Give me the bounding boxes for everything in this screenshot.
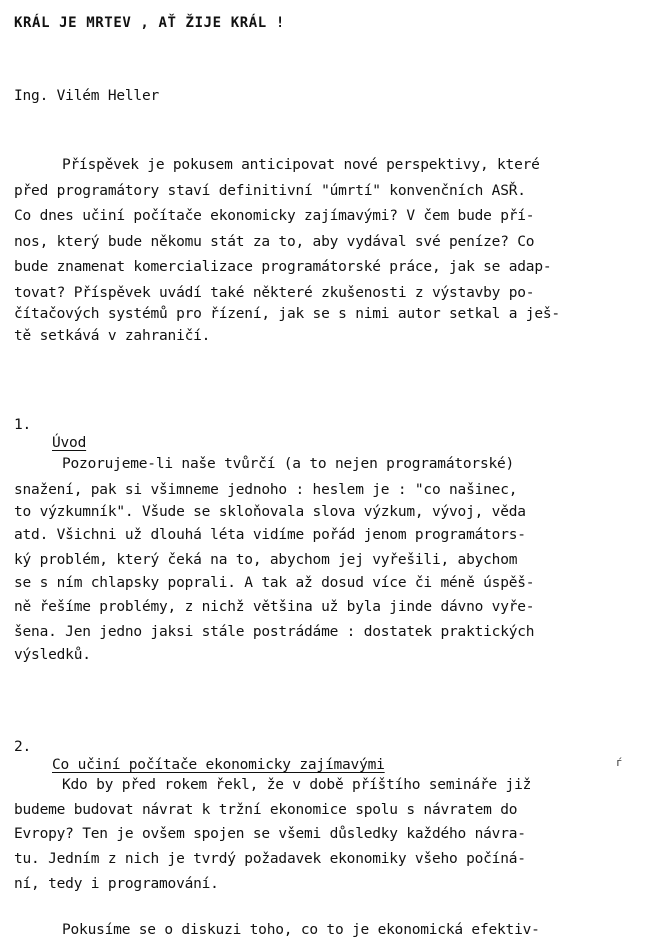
abstract-line: čítačových systémů pro řízení, jak se s nimi autor setkal a ješ- <box>14 306 560 322</box>
abstract-line: tě setkává v zahraničí. <box>14 328 211 344</box>
abstract-line: tovat? Příspěvek uvádí také některé zkušenosti z výstavby po- <box>14 285 535 301</box>
body-line: ně řešíme problémy, z nichž většina už byla jinde dávno vyře- <box>14 599 535 615</box>
section-title: Co učiní počítače ekonomicky zajímavými <box>52 757 385 773</box>
body-line: Kdo by před rokem řekl, že v době příštího semináře již <box>62 777 532 793</box>
abstract-line: Co dnes učiní počítače ekonomicky zajímavými? V čem bude pří- <box>14 208 535 224</box>
abstract-line: před programátory staví definitivní "úmrtí" konvenčních ASŘ. <box>14 183 526 199</box>
section-number: 1. <box>14 417 32 433</box>
author-name: Ing. Vilém Heller <box>14 88 160 104</box>
body-line: Pozorujeme-li naše tvůrčí (a to nejen programátorské) <box>62 456 515 472</box>
abstract-line: nos, který bude někomu stát za to, aby vydával své peníze? Co <box>14 234 535 250</box>
body-line: Pokusíme se o diskuzi toho, co to je ekonomická efektiv- <box>62 922 540 938</box>
body-line: šena. Jen jedno jaksi stále postrádáme : dostatek praktických <box>14 624 535 640</box>
body-line: budeme budovat návrat k tržní ekonomice spolu s návratem do <box>14 802 518 818</box>
body-line: ní, tedy i programování. <box>14 876 219 892</box>
abstract-line: bude znamenat komercializace programátorské práce, jak se adap- <box>14 259 552 275</box>
body-line: to výzkumník". Všude se skloňovala slova výzkum, vývoj, věda <box>14 504 526 520</box>
body-line: snažení, pak si všimneme jednoho : heslem je : "co našinec, <box>14 482 518 498</box>
margin-mark: ѓ <box>616 756 623 769</box>
body-line: ký problém, který čeká na to, abychom jej vyřešili, abychom <box>14 552 518 568</box>
body-line: Evropy? Ten je ovšem spojen se všemi důsledky každého návra- <box>14 826 526 842</box>
body-line: výsledků. <box>14 647 91 663</box>
section-title: Úvod <box>52 435 87 451</box>
body-line: se s ním chlapsky poprali. A tak až dosud více či méně úspěš- <box>14 575 535 591</box>
body-line: atd. Všichni už dlouhá léta vidíme pořád jenom programátors- <box>14 527 526 543</box>
document-title: KRÁL JE MRTEV , AŤ ŽIJE KRÁL ! <box>14 15 285 31</box>
body-line: tu. Jedním z nich je tvrdý požadavek ekonomiky všeho počíná- <box>14 851 526 867</box>
abstract-line: Příspěvek je pokusem anticipovat nové perspektivy, které <box>62 157 540 173</box>
section-number: 2. <box>14 739 32 755</box>
